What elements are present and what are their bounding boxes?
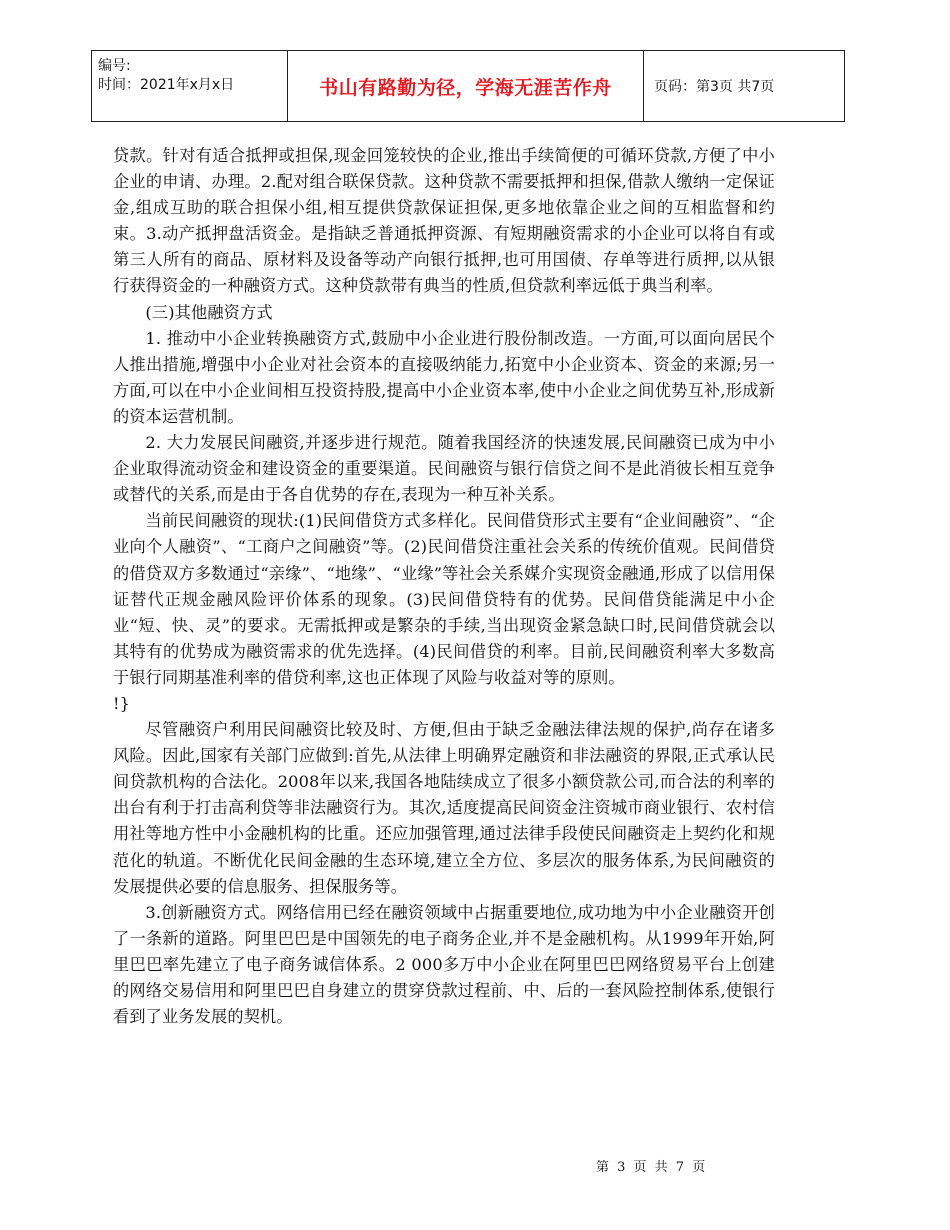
number-label: 编号: (98, 58, 131, 74)
header-page-info: 页码：第3页 共7页 (654, 79, 775, 95)
paragraph: 3.创新融资方式。网络信用已经在融资领域中占据重要地位,成功地为中小企业融资开创了一条新的道路。阿里巴巴是中国领先的电子商务企业,并不是金融机构。从1999年开始,阿里巴巴率先建立了电子商务诚信体系。2 000多万中小企业在阿里巴巴网络贸易平台上创建的网络交易信用和阿里巴巴自身建立的贯穿贷款过程前、中、后的一套风险控制体系,使银行看到了业务发展的契机。 (113, 902, 775, 1027)
paragraph: 尽管融资户利用民间融资比较及时、方便,但由于缺乏金融法律法规的保护,尚存在诸多风险。因此,国家有关部门应做到:首先,从法律上明确界定融资和非法融资的界限,正式承认民间贷款机构的合法化。2008年以来,我国各地陆续成立了很多小额贷款公司,而合法的利率的出台有利于打击高利贷等非法融资行为。其次,适度提高民间资金注资城市商业银行、农村信用社等地方性中小金融机构的比重。还应加强管理,通过法律手段使民间融资走上契约化和规范化的轨道。不断优化民间金融的生态环境,建立全方位、多层次的服务体系,为民间融资的发展提供必要的信息服务、担保服务等。 (113, 720, 775, 896)
paragraph: 当前民间融资的现状:(1)民间借贷方式多样化。民间借贷形式主要有“企业间融资”、“企业向个人融资”、“工商户之间融资”等。(2)民间借贷注重社会关系的传统价值观。民间借贷的借贷双方多数通过“亲缘”、“地缘”、“业缘”等社会关系媒介实现资金融通,形成了以信用保证替代正规金融风险评价体系的现象。(3)民间借贷特有的优势。民间借贷能满足中小企业“短、快、灵”的要求。无需抵押或是繁杂的手续,当出现资金紧急缺口时,民间借贷就会以其特有的优势成为融资需求的优先选择。(4)民间借贷的利率。目前,民间融资利率大多数高于银行同期基准利率的借贷利率,这也正体现了风险与收益对等的原则。 (113, 511, 775, 687)
section-heading: (三)其他融资方式 (145, 302, 273, 322)
paragraph: 2. 大力发展民间融资,并逐步进行规范。随着我国经济的快速发展,民间融资已成为中小企业取得流动资金和建设资金的重要渠道。民间融资与银行信贷之间不是此消彼长相互竞争或替代的关系,而是由于各自优势的存在,表现为一种互补关系。 (113, 433, 775, 505)
stray-mark: !} (113, 693, 131, 713)
header-motto: 书山有路勤为径，学海无涯苦作舟 (288, 51, 644, 121)
header-meta (92, 51, 288, 121)
paragraph: 贷款。针对有适合抵押或担保,现金回笼较快的企业,推出手续简便的可循环贷款,方便了中小企业的申请、办理。2.配对组合联保贷款。这种贷款不需要抵押和担保,借款人缴纳一定保证金,组成互助的联合担保小组,相互提供贷款保证担保,更多地依靠企业之间的互相监督和约束。3.动产抵押盘活资金。是指缺乏普通抵押资源、有短期融资需求的小企业可以将自有或第三人所有的商品、原材料及设备等动产向银行抵押,也可用国债、存单等进行质押,以从银行获得资金的一种融资方式。这种贷款带有典当的性质,但贷款利率远低于典当利率。 (113, 146, 775, 296)
paragraph: 1. 推动中小企业转换融资方式,鼓励中小企业进行股份制改造。一方面,可以面向居民个人推出措施,增强中小企业对社会资本的直接吸纳能力,拓宽中小企业资本、资金的来源;另一方面,可以在中小企业间相互投资持股,提高中小企业资本率,使中小企业之间优势互补,形成新的资本运营机制。 (113, 328, 775, 426)
time-label: 时间：2021年x月x日 (98, 77, 235, 93)
page-footer: 第 3 页 共 7 页 (596, 1160, 708, 1175)
document-body (113, 143, 775, 1030)
page-header (91, 50, 845, 122)
